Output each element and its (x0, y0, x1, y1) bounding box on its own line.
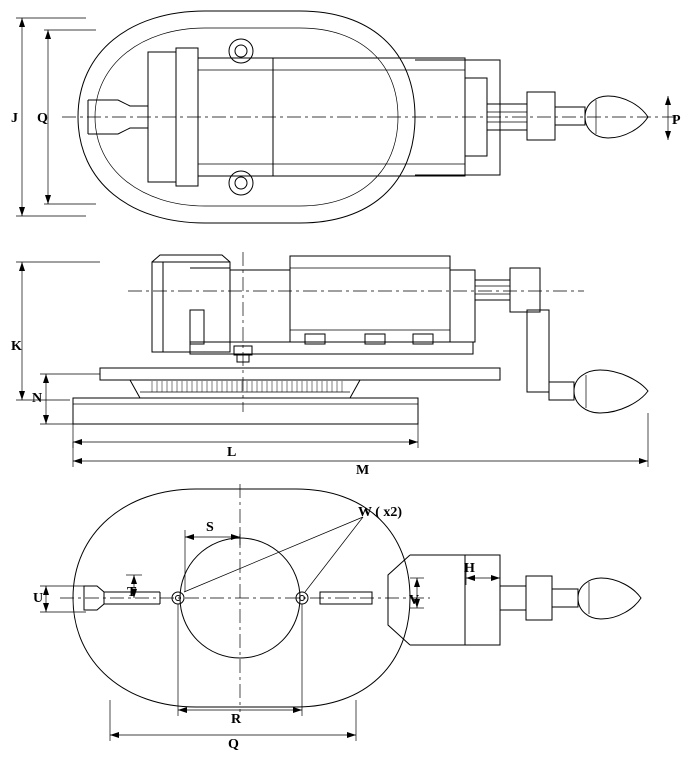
graduation-scale (152, 381, 342, 392)
dim-label-M: M (356, 463, 370, 478)
dim-label-W: W ( x2) (358, 505, 403, 520)
dim-label-V: V (409, 593, 420, 608)
dim-label-R: R (231, 712, 242, 727)
dim-label-N: N (32, 391, 43, 406)
dim-label-Q-bottom: Q (228, 737, 239, 752)
dim-label-T: T (127, 585, 137, 600)
dim-label-H: H (464, 561, 475, 576)
dim-label-S: S (206, 520, 214, 535)
dim-label-U: U (33, 591, 44, 606)
dim-label-P: P (672, 113, 681, 128)
dim-label-L: L (227, 445, 237, 460)
dim-label-Q-top: Q (37, 111, 48, 126)
dim-label-K: K (11, 339, 22, 354)
base-view (33, 484, 641, 752)
front-view (11, 252, 648, 478)
top-view (11, 11, 681, 223)
dim-label-J: J (11, 111, 18, 126)
